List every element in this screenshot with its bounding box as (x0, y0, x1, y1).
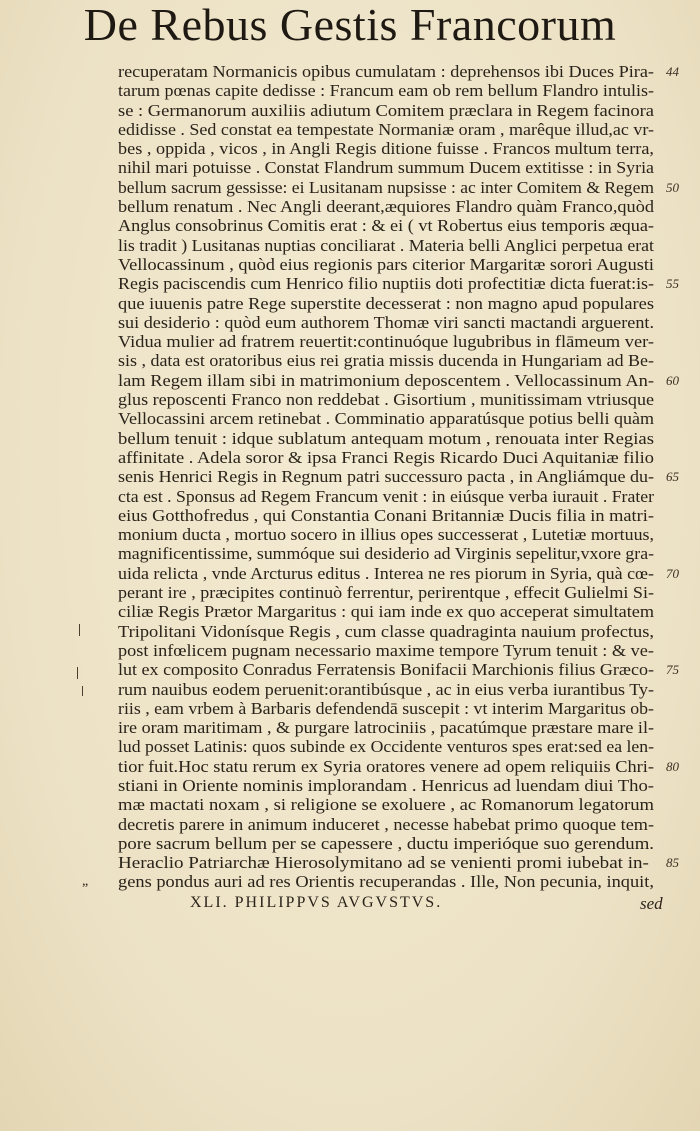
line-number: 80 (666, 758, 679, 774)
text-line (118, 487, 658, 506)
text-line (118, 506, 658, 525)
line-number: 55 (666, 276, 679, 292)
line-text: monium ducta , mortuo socero in illius opes successerat , Lutetiæ mortuus, (118, 525, 654, 545)
text-line (118, 660, 679, 680)
line-text: decretis parere in animum induceret , necesse habebat primo quoque tem- (118, 814, 654, 834)
text-line (118, 120, 658, 139)
line-text: Regis paciscendis cum Henrico filio nuptiis doti profectitiæ dicta fuerat:is- (118, 274, 654, 294)
line-text: tarum pœnas capite dedisse : Francum eam ob rem bellum Flandro intulis- (118, 81, 654, 101)
text-line (118, 370, 679, 390)
text-line (118, 853, 679, 873)
line-text: lut ex composito Conradus Ferratensis Bonifacii Marchionis filius Græco- (118, 660, 654, 680)
text-line (118, 815, 658, 834)
line-text: uida relicta , vnde Arcturus editus . Interea ne res piorum in Syria, quà cœ- (118, 563, 654, 583)
text-line (118, 795, 658, 814)
line-number: 65 (666, 469, 679, 485)
line-text: lam Regem illam sibi in matrimonium deposcentem . Vellocassinum An- (118, 370, 654, 390)
text-line (118, 583, 658, 602)
text-line (118, 718, 658, 737)
line-text: ire oram maritimam , & purgare latrociniis , pacatúmque præstare mare il- (118, 718, 654, 738)
line-text: eius Gotthofredus , qui Constantia Conani Britanniæ Ducis filia in matri- (118, 505, 654, 525)
text-line (118, 776, 658, 795)
line-text: Heraclio Patriarchæ Hierosolymitano ad se venienti promi iubebat in- (118, 853, 649, 873)
text-line (118, 409, 658, 428)
text-line (118, 641, 658, 660)
text-line (118, 177, 679, 197)
text-line (118, 139, 658, 158)
text-line (118, 699, 658, 718)
line-text: Vellocassini arcem retinebat . Comminatio apparatúsque potius belli quàm (118, 409, 654, 429)
text-line (82, 872, 658, 892)
text-line (118, 525, 658, 544)
text-line (118, 81, 658, 100)
text-line (118, 737, 658, 756)
text-line (118, 544, 658, 563)
line-text: Anglus consobrinus Comitis erat : & ei ( vt Robertus eius temporis æqua- (118, 216, 654, 236)
text-line (118, 101, 658, 120)
line-text: perant ire , præcipites continuò ferrentur, perirentque , effecit Gulielmi Si- (118, 583, 654, 603)
text-line (118, 313, 658, 332)
text-line (118, 834, 658, 853)
text-line (118, 563, 679, 583)
line-text: lud posset Latinis: quos subinde ex Occidente venturos spes erat:sed ea len- (118, 737, 654, 757)
margin-mark (82, 686, 83, 696)
line-text: cta est . Sponsus ad Regem Francum venit : in eiúsque verba iurauit . Frater (118, 486, 654, 506)
line-text: tior fuit.Hoc statu rerum ex Syria oratores venere ad opem reliquiis Chri- (118, 756, 654, 776)
line-text: pore sacrum bellum per se capessere , ductu imperióque suo gerendum. (118, 833, 654, 853)
margin-mark (77, 667, 78, 679)
line-text: stiani in Oriente nominis implorandam . Henricus ad luendam diui Tho- (118, 775, 654, 795)
line-text: rum nauibus eodem peruenit:orantibúsque , ac in eius verba iurantibus Ty- (118, 679, 654, 699)
text-line (118, 158, 658, 177)
line-text: affinitate . Adela soror & ipsa Franci Regis Ricardo Duci Aquitaniæ filio (118, 447, 654, 467)
text-line (118, 448, 658, 467)
line-text: bellum renatum . Nec Angli deerant,æquiores Flandro quàm Franco,quòd (118, 197, 654, 217)
line-number: 44 (666, 64, 679, 79)
line-text: gens pondus auri ad res Orientis recuperandas . Ille, Non pecunia, inquit, (118, 872, 654, 892)
line-number: 75 (666, 662, 679, 678)
text-line (118, 216, 658, 235)
text-line (118, 62, 679, 81)
text-line (118, 332, 658, 351)
line-text: mæ mactati noxam , si religione se exoluere , ac Romanorum legatorum (118, 795, 654, 815)
line-text: se : Germanorum auxiliis adiutum Comitem præclara in Regem facinora (118, 100, 654, 120)
line-number: 85 (666, 855, 679, 871)
line-text: Vellocassinum , quòd eius regionis pars citerior Margaritæ sorori Augusti (118, 254, 654, 274)
text-line (118, 390, 658, 409)
text-line (118, 429, 658, 448)
margin-mark (79, 624, 80, 636)
main-text-block (82, 62, 679, 892)
line-text: edidisse . Sed constat ea tempestate Normaniæ oram , marêque illud,ac vr- (118, 119, 654, 139)
line-text: glus reposcenti Franco non reddebat . Gisortium , munitissimam vtriusque (118, 390, 654, 410)
line-text: bellum sacrum gessisse: ei Lusitanam nupsisse : ac inter Comitem & Regem (118, 177, 654, 197)
text-line (118, 294, 658, 313)
text-line (118, 467, 679, 487)
text-line (118, 197, 658, 216)
line-text: Vidua mulier ad fratrem reuertit:continuóque lugubribus in flāmeum ver- (118, 332, 654, 352)
line-number: 50 (666, 179, 679, 195)
line-number: 70 (666, 565, 679, 581)
page-footer-signature: XLI. PHILIPPVS AVGVSTVS. (190, 894, 443, 911)
line-text: nihil mari potuisse . Constat Flandrum summum Ducem extitisse : in Syria (118, 158, 654, 178)
line-text: bes , oppida , vicos , in Angli Regis ditione fuisse . Francos multum terra, (118, 139, 654, 159)
line-text: magnificentissime, summóque sui desiderio ad Virginis sepelitur,vxore gra- (118, 544, 654, 564)
line-text: senis Henrici Regis in Regnum patri successuro pacta , in Angliámque du- (118, 467, 654, 487)
text-line (118, 274, 679, 294)
page-header-title: De Rebus Gestis Francorum (83, 0, 617, 50)
text-line (118, 236, 658, 255)
line-text: bellum tenuit : idque sublatum antequam motum , renouata inter Regias (118, 428, 654, 448)
line-number: 60 (666, 372, 679, 388)
line-text: que iuuenis patre Rege superstite decesserat : non magno apud populares (118, 293, 654, 313)
line-text: riis , eam vrbem à Barbaris defendendā suscepit : vt interim Margaritus ob- (118, 698, 654, 718)
quotation-mark: „ (82, 874, 89, 890)
line-text: post infœlicem pugnam necessario maxime tempore Tyrum tenuit : & ve- (118, 640, 654, 660)
line-text: sis , data est oratoribus eius rei gratia missis ducenda in Hungariam ad Be- (118, 351, 654, 371)
catchword: sed (640, 894, 663, 913)
text-line (118, 351, 658, 370)
text-line (118, 255, 658, 274)
line-text: Tripolitani Vidonísque Regis , cum classe quadraginta nauium profectus, (118, 621, 654, 641)
line-text: sui desiderio : quòd eum authorem Thomæ viri sancti mactandi arguerent. (118, 312, 654, 332)
text-line (118, 602, 658, 621)
line-text: recuperatam Normanicis opibus cumulatam : deprehensos ibi Duces Pira- (118, 62, 654, 81)
text-line (118, 756, 679, 776)
line-text: lis tradit ) Lusitanas nuptias conciliarat . Materia belli Anglici perpetua erat (118, 235, 654, 255)
text-line (118, 622, 658, 641)
text-line (118, 680, 658, 699)
line-text: ciliæ Regis Prætor Margaritus : qui iam inde ex quo acceperat simultatem (118, 602, 654, 622)
